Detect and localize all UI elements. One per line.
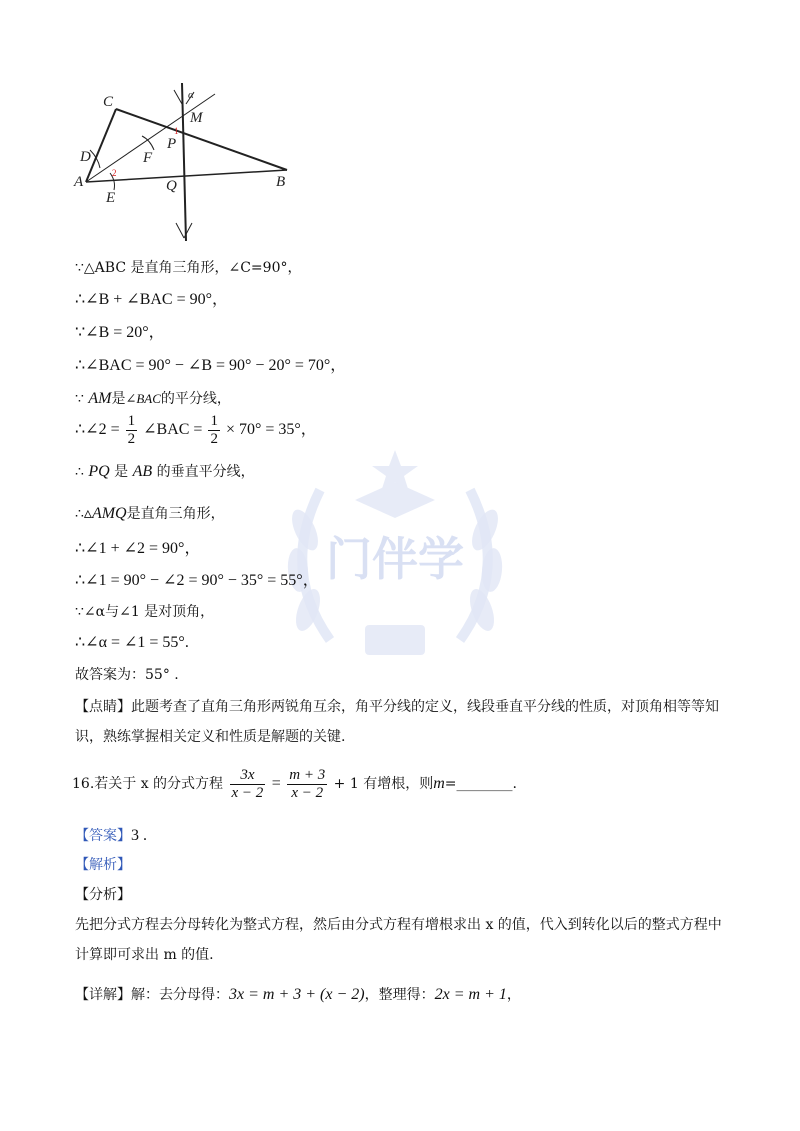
solution-line-8	[75, 504, 225, 524]
q16-den1: x − 2	[231, 784, 264, 801]
detail-post: ，	[506, 987, 521, 1003]
segment-am: AM	[88, 390, 112, 407]
solution-line-1: ∵△ABC 是直角三角形，∠C=90°，	[75, 260, 302, 276]
label-angle-1: 1	[174, 126, 179, 136]
detail-equation-1: 3x = m + 3 + (x − 2)	[229, 986, 365, 1003]
angle-bac: ∠BAC	[125, 391, 161, 406]
comment-text: 此题考查了直角三角形两锐角互余，角平分线的定义，线段垂直平分线的性质，对顶角相等等知识，熟练掌握相关定义和性质是解题的关键.	[75, 699, 719, 745]
fenxi-paragraph: 先把分式方程去分母转化为整式方程，然后由分式方程有增根求出 x 的值，代入到转化以后的整式方程中计算即可求出 m 的值.	[75, 917, 722, 963]
label-m: M	[190, 110, 203, 126]
label-b: B	[276, 174, 286, 190]
answer-row	[75, 826, 147, 846]
label-angle-2: 2	[112, 168, 117, 178]
fenxi-tag: 【分析】	[75, 887, 131, 903]
q16-num1: 3x	[230, 767, 266, 785]
text-bisector: 的平分线，	[160, 391, 231, 407]
detail-equation-2: 2x = m + 1	[434, 986, 507, 1003]
detail-tag: 【详解】	[75, 987, 131, 1003]
text-shi-2: 是	[109, 464, 133, 480]
q16-equals: =	[271, 775, 281, 792]
watermark-text: 门伴学	[326, 532, 464, 586]
segment-pq: PQ	[88, 463, 110, 480]
q16-fraction-left	[230, 767, 266, 802]
watermark-logo	[270, 440, 520, 690]
frac2-den: 2	[210, 430, 218, 447]
comment-paragraph	[75, 692, 735, 752]
solution-line-10: ∴∠1 = 90° − ∠2 = 90° − 35° = 55°，	[75, 572, 319, 589]
line6-start: ∴∠2 =	[75, 421, 120, 438]
q16-m: m	[433, 775, 445, 792]
text-right-triangle: 是直角三角形，	[126, 506, 225, 522]
analysis-tag: 【解析】	[75, 857, 131, 873]
frac1-den: 2	[127, 430, 136, 447]
geometry-figure	[70, 78, 310, 248]
solution-line-4: ∴∠BAC = 90° − ∠B = 90° − 20° = 70°，	[75, 357, 347, 374]
solution-line-7	[75, 462, 255, 482]
text-perp-bisector: 的垂直平分线，	[152, 464, 255, 480]
fraction-half-1	[126, 413, 138, 448]
q16-fraction-right	[287, 767, 327, 802]
text-shi: 是	[111, 391, 126, 407]
line6-mid: ∠BAC =	[143, 421, 203, 438]
detail-pre: 解：去分母得：	[131, 987, 229, 1003]
comment-tag: 【点睛】	[75, 699, 131, 715]
question-16	[72, 766, 517, 802]
segment-ab: AB	[132, 463, 153, 480]
solution-line-5	[75, 389, 231, 409]
solution-line-6	[75, 412, 317, 448]
label-d: D	[80, 149, 91, 165]
because-symbol: ∵	[75, 391, 89, 407]
triangle-amq: ▵AMQ	[83, 505, 127, 522]
answer-tag: 【答案】	[75, 828, 131, 844]
solution-line-2: ∴∠B + ∠BAC = 90°，	[75, 291, 229, 308]
solution-line-11: ∵∠α与∠1 是对顶角，	[75, 604, 215, 620]
label-p: P	[167, 136, 177, 152]
q16-after: + 1 有增根，则	[333, 776, 434, 792]
answer-value: 3 .	[131, 827, 147, 844]
frac1-num: 1	[127, 412, 136, 429]
therefore-symbol: ∴	[75, 464, 89, 480]
q16-num2: m + 3	[289, 766, 326, 783]
solution-line-9: ∴∠1 + ∠2 = 90°，	[75, 540, 201, 557]
label-e: E	[106, 190, 116, 206]
line6-end: × 70° = 35°，	[225, 421, 317, 438]
answer-line: 故答案为：55° .	[75, 667, 179, 683]
therefore-symbol-2: ∴	[75, 506, 84, 522]
q16-blank: =________.	[444, 776, 517, 792]
q16-den2: x − 2	[291, 784, 324, 801]
solution-line-3: ∵∠B = 20°，	[75, 324, 165, 341]
frac2-num: 1	[210, 412, 218, 429]
label-a: A	[74, 174, 84, 190]
solution-line-12: ∴∠α = ∠1 = 55°.	[75, 634, 189, 651]
detail-row	[75, 985, 521, 1005]
label-q: Q	[166, 178, 177, 194]
label-c: C	[103, 94, 114, 110]
label-f: F	[143, 150, 153, 166]
fraction-half-2	[208, 413, 220, 448]
detail-mid: ，整理得：	[364, 987, 435, 1003]
label-alpha: α	[188, 89, 194, 101]
q16-prefix: 16.若关于 x 的分式方程	[72, 776, 224, 792]
